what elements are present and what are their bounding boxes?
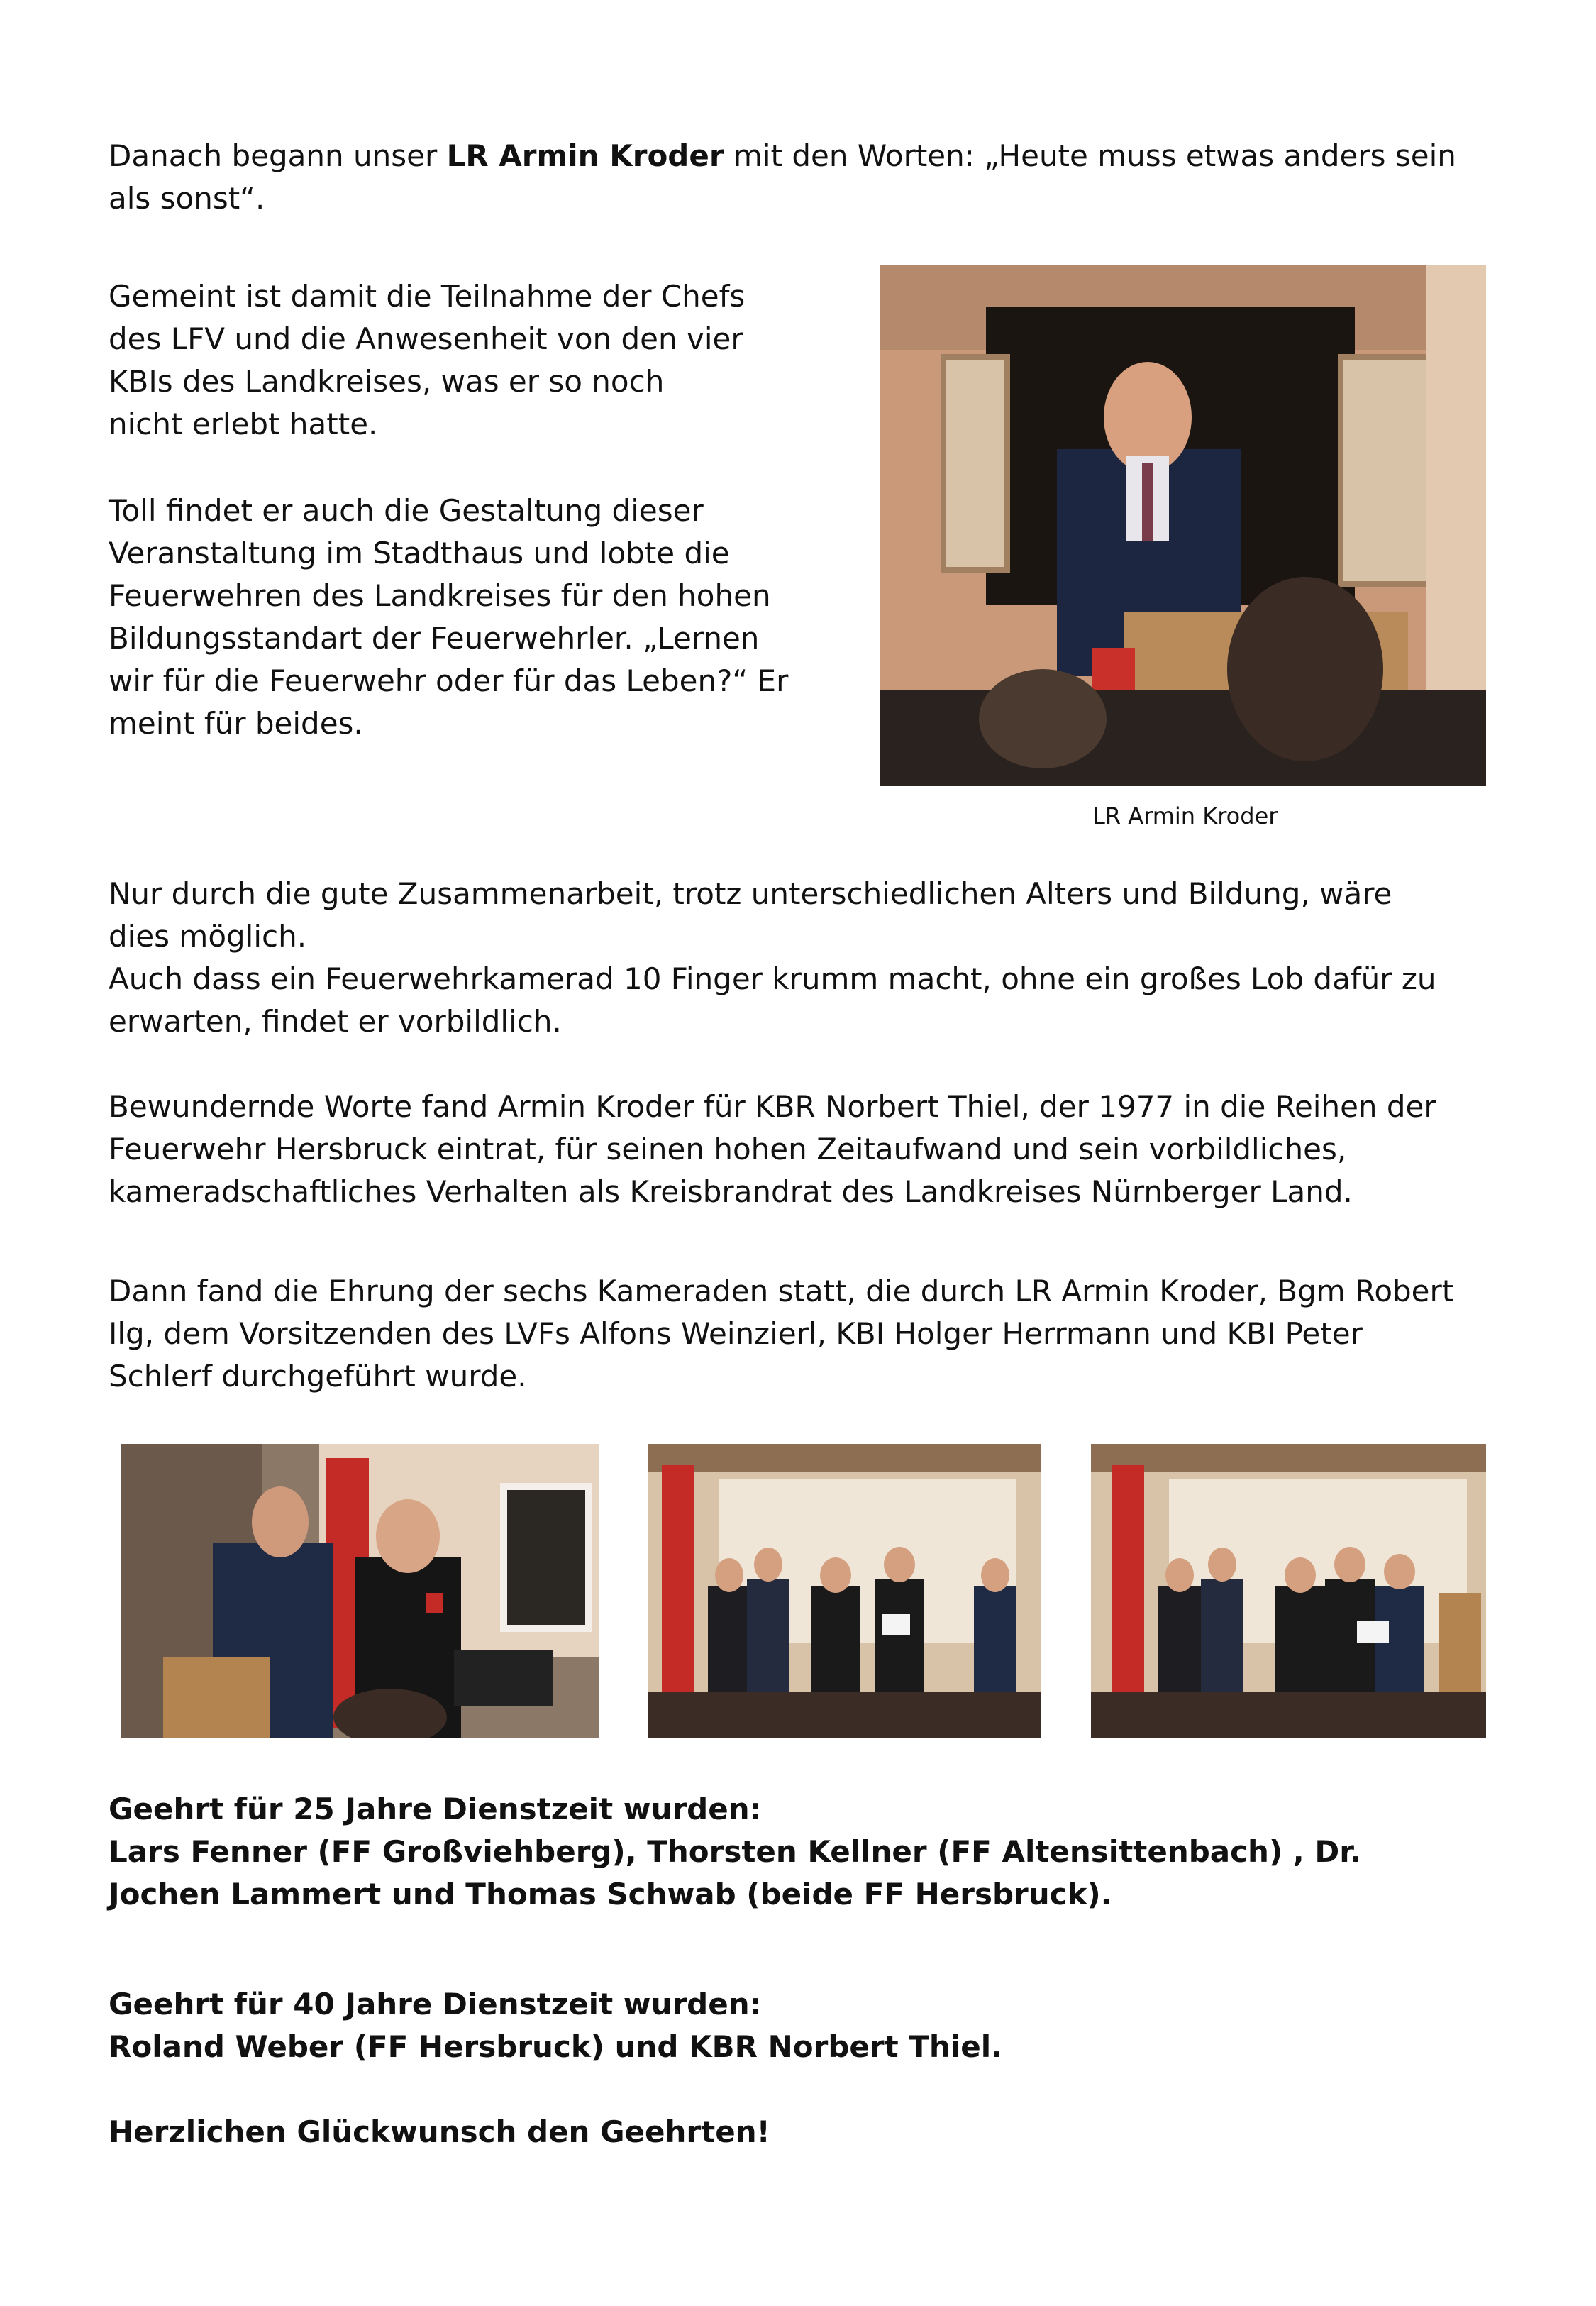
ceremony-photo-3 (1091, 1444, 1486, 1738)
intro-text-before: Danach begann unser (109, 138, 447, 173)
ceremony-photo-1 (121, 1444, 599, 1738)
ceremony-photo-2 (648, 1444, 1041, 1738)
honor-40-heading: Geehrt für 40 Jahre Dienstzeit wurden: (109, 1987, 762, 2021)
honor-40-names: Roland Weber (FF Hersbruck) und KBR Norbert Thiel. (109, 2029, 1003, 2064)
intro-paragraph (109, 135, 1456, 220)
left-paragraph-2: Toll findet er auch die Gestaltung dieser Veranstaltung im Stadthaus und lobte die Feuerwehren des Landkreises für den hohen Bildungsstandart der Feuerwehrler. „Lernen wir für die Feuerwehr oder für das Leben?“ Er meint für beides. (109, 493, 789, 741)
photo-caption: LR Armin Kroder (1092, 802, 1278, 829)
closing-congratulations: Herzlichen Glückwunsch den Geehrten! (109, 2114, 770, 2149)
cooperation-line-1: Nur durch die gute Zusammenarbeit, trotz unterschiedlichen Alters und Bildung, wäre dies möglich. (109, 876, 1392, 954)
ceremony-paragraph: Dann fand die Ehrung der sechs Kameraden statt, die durch LR Armin Kroder, Bgm Robert Ilg, dem Vorsitzenden des LVFs Alfons Weinzierl, KBI Holger Herrmann und KBI Peter Schlerf durchgeführt wurde. (109, 1274, 1454, 1394)
cooperation-line-2: Auch dass ein Feuerwehrkamerad 10 Finger krumm macht, ohne ein großes Lob dafür zu erwarten, findet er vorbildlich. (109, 961, 1436, 1039)
honor-25-heading: Geehrt für 25 Jahre Dienstzeit wurden: (109, 1792, 762, 1826)
honor-40-section (109, 1983, 1470, 2068)
honor-25-names: Lars Fenner (FF Großviehberg), Thorsten Kellner (FF Altensittenbach) , Dr. Jochen Lammert und Thomas Schwab (beide FF Hersbruck). (109, 1834, 1361, 1911)
honor-25-section (109, 1788, 1470, 1916)
speaker-photo (880, 265, 1486, 786)
left-paragraph-1: Gemeint ist damit die Teilnahme der Chefs des LFV und die Anwesenheit von den vier KBIs des Landkreises, was er so noch nicht erlebt hatte. (109, 279, 746, 441)
praise-paragraph: Bewundernde Worte fand Armin Kroder für KBR Norbert Thiel, der 1977 in die Reihen der Feuerwehr Hersbruck eintrat, für seinen hohen Zeitaufwand und sein vorbildliches, kameradschaftliches Verhalten als Kreisbrandrat des Landkreises Nürnberger Land. (109, 1089, 1436, 1209)
intro-text-after: mit den Worten: „Heute muss etwas anders sein als sonst“. (109, 138, 1456, 216)
intro-speaker-name: LR Armin Kroder (446, 138, 724, 173)
